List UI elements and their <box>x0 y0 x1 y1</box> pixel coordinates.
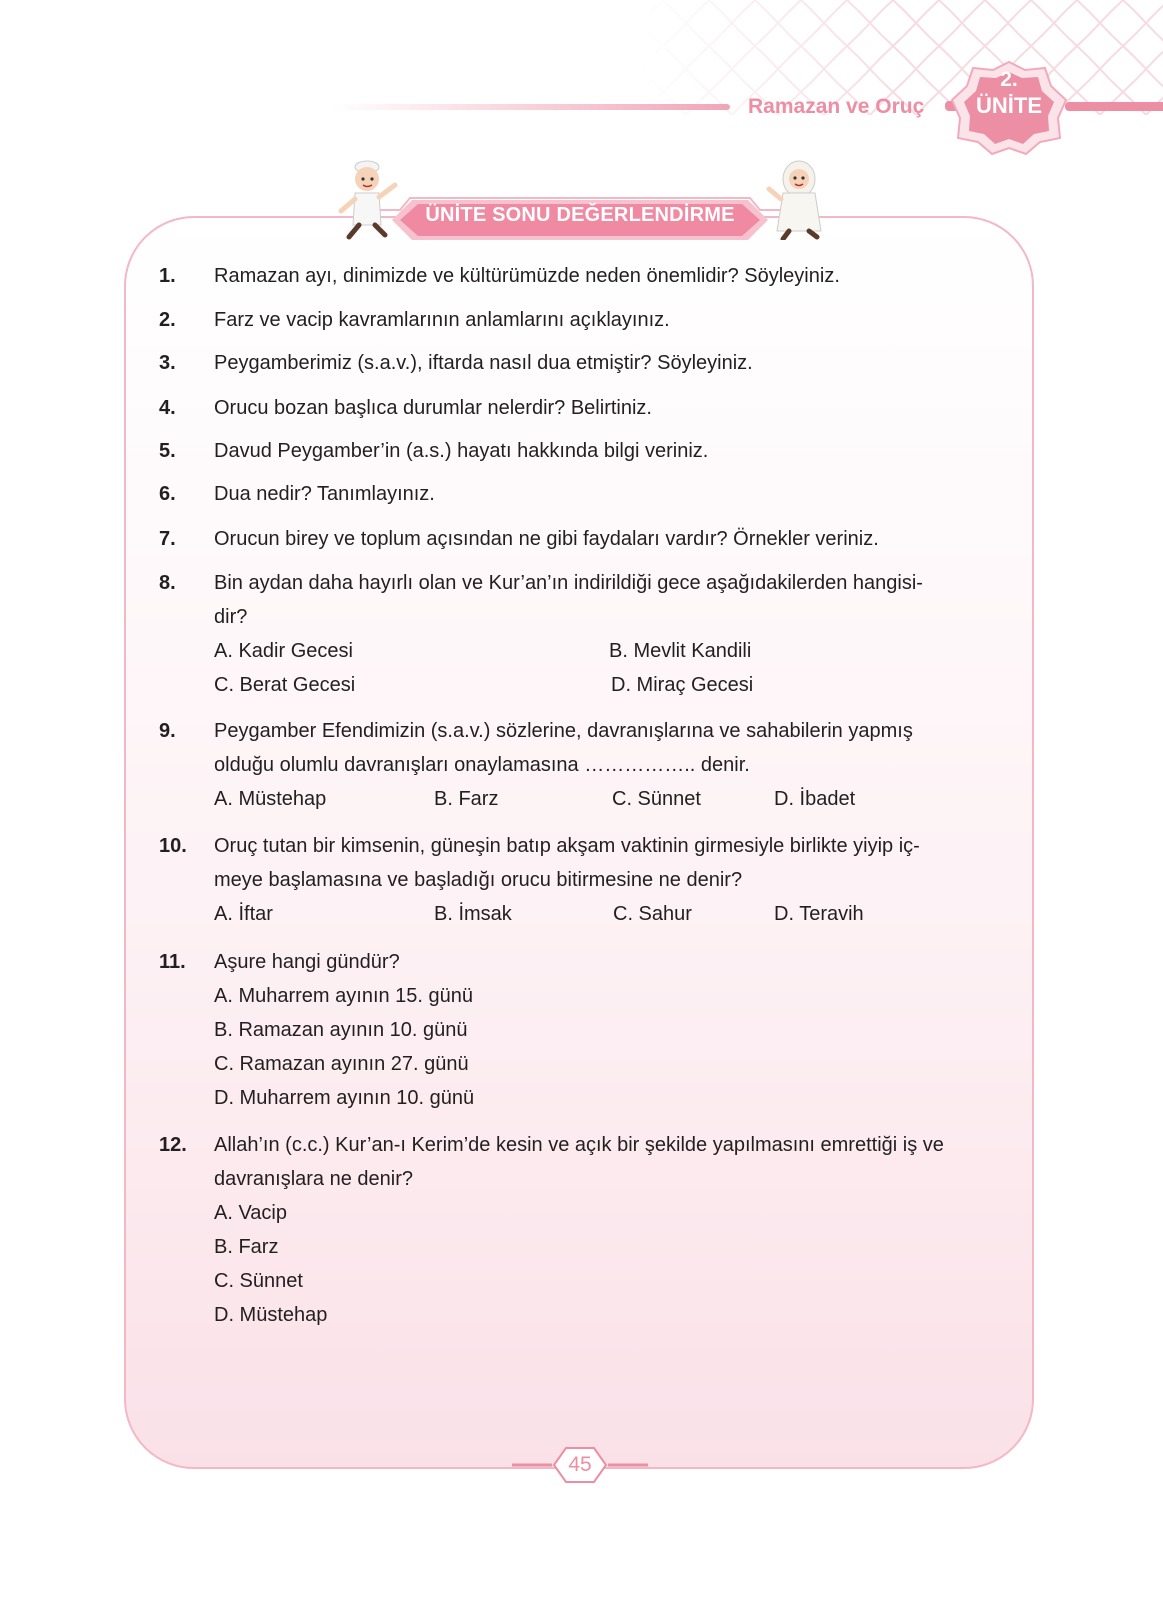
section-title: Ramazan ve Oruç <box>748 95 925 118</box>
question-number: 1. <box>159 265 176 287</box>
header-rule <box>330 104 730 110</box>
answer-options <box>214 668 1009 702</box>
unit-label <box>950 67 1068 119</box>
question-number: 12. <box>159 1134 187 1156</box>
question-number: 10. <box>159 835 187 857</box>
question-8 <box>159 566 1009 702</box>
option-d: D. Miraç Gecesi <box>611 674 754 696</box>
option-b: B. Farz <box>214 1236 279 1258</box>
question-7 <box>159 522 1009 556</box>
question-number: 7. <box>159 528 176 550</box>
option-d: D. Müstehap <box>214 1304 328 1326</box>
question-3 <box>159 346 1009 380</box>
option-a: A. Vacip <box>214 1202 287 1224</box>
question-text: Peygamberimiz (s.a.v.), iftarda nasıl dua etmiştir? Söyleyiniz. <box>214 352 753 374</box>
question-text: Oruç tutan bir kimsenin, güneşin batıp akşam vaktinin girmesiyle birlikte yiyip iç- <box>214 835 920 857</box>
question-number: 11. <box>159 951 186 973</box>
question-number: 5. <box>159 440 176 462</box>
answer-options <box>214 1196 1009 1332</box>
option-a: A. İftar <box>214 903 273 925</box>
unit-word: ÜNİTE <box>976 93 1042 118</box>
question-text: Bin aydan daha hayırlı olan ve Kur’an’ın indirildiği gece aşağıdakilerden hangisi- <box>214 572 923 594</box>
question-6 <box>159 477 1009 511</box>
answer-options <box>214 782 1009 816</box>
question-5 <box>159 434 1009 468</box>
unit-number: 2. <box>1000 68 1018 91</box>
question-2 <box>159 303 1009 337</box>
banner-title: ÜNİTE SONU DEĞERLENDİRME <box>425 204 735 226</box>
question-number: 4. <box>159 397 176 419</box>
option-d: D. İbadet <box>774 788 856 810</box>
option-b: B. Farz <box>434 788 499 810</box>
option-c: C. Ramazan ayının 27. günü <box>214 1053 469 1075</box>
question-text: Orucun birey ve toplum açısından ne gibi faydaları vardır? Örnekler veriniz. <box>214 528 879 550</box>
question-text: Aşure hangi gündür? <box>214 951 400 973</box>
option-b: B. Ramazan ayının 10. günü <box>214 1019 468 1041</box>
option-a: A. Muharrem ayının 15. günü <box>214 985 474 1007</box>
option-a: A. Müstehap <box>214 788 327 810</box>
question-text: Dua nedir? Tanımlayınız. <box>214 483 435 505</box>
option-d: D. Teravih <box>774 903 864 925</box>
question-text-cont: davranışlara ne denir? <box>214 1168 414 1190</box>
question-text: Ramazan ayı, dinimizde ve kültürümüzde neden önemlidir? Söyleyiniz. <box>214 265 840 287</box>
question-number: 8. <box>159 572 176 594</box>
question-10 <box>159 829 1009 931</box>
girl-illustration <box>765 155 835 240</box>
question-text: Farz ve vacip kavramlarının anlamlarını açıklayınız. <box>214 309 670 331</box>
question-text: Davud Peygamber’in (a.s.) hayatı hakkında bilgi veriniz. <box>214 440 709 462</box>
answer-options <box>214 634 1009 668</box>
question-1 <box>159 259 1009 293</box>
answer-options <box>214 979 1009 1115</box>
question-text: Allah’ın (c.c.) Kur’an-ı Kerim’de kesin ve açık bir şekilde yapılmasını emrettiği iş ve <box>214 1134 944 1156</box>
question-12 <box>159 1128 1009 1332</box>
option-b: B. İmsak <box>434 903 512 925</box>
question-text-cont: olduğu olumlu davranışları onaylamasına …………….. denir. <box>214 754 750 776</box>
option-a: A. Kadir Gecesi <box>214 640 353 662</box>
question-number: 9. <box>159 720 176 742</box>
question-11 <box>159 945 1009 1115</box>
question-text: Orucu bozan başlıca durumlar nelerdir? Belirtiniz. <box>214 397 652 419</box>
option-b: B. Mevlit Kandili <box>609 640 752 662</box>
question-number: 6. <box>159 483 176 505</box>
option-c: C. Sahur <box>613 903 692 925</box>
question-number: 3. <box>159 352 176 374</box>
question-text-cont: dir? <box>214 606 248 628</box>
option-d: D. Muharrem ayının 10. günü <box>214 1087 475 1109</box>
option-c: C. Sünnet <box>214 1270 303 1292</box>
page-number: 45 <box>568 1453 592 1476</box>
option-c: C. Berat Gecesi <box>214 674 356 696</box>
header-rule-right <box>1065 102 1163 111</box>
question-9 <box>159 714 1009 816</box>
question-number: 2. <box>159 309 176 331</box>
question-4 <box>159 391 1009 425</box>
question-text-cont: meye başlamasına ve başladığı orucu bitirmesine ne denir? <box>214 869 743 891</box>
boy-illustration <box>335 155 405 240</box>
question-text: Peygamber Efendimizin (s.a.v.) sözlerine, davranışlarına ve sahabilerin yapmış <box>214 720 913 742</box>
answer-options <box>214 897 1009 931</box>
option-c: C. Sünnet <box>612 788 701 810</box>
